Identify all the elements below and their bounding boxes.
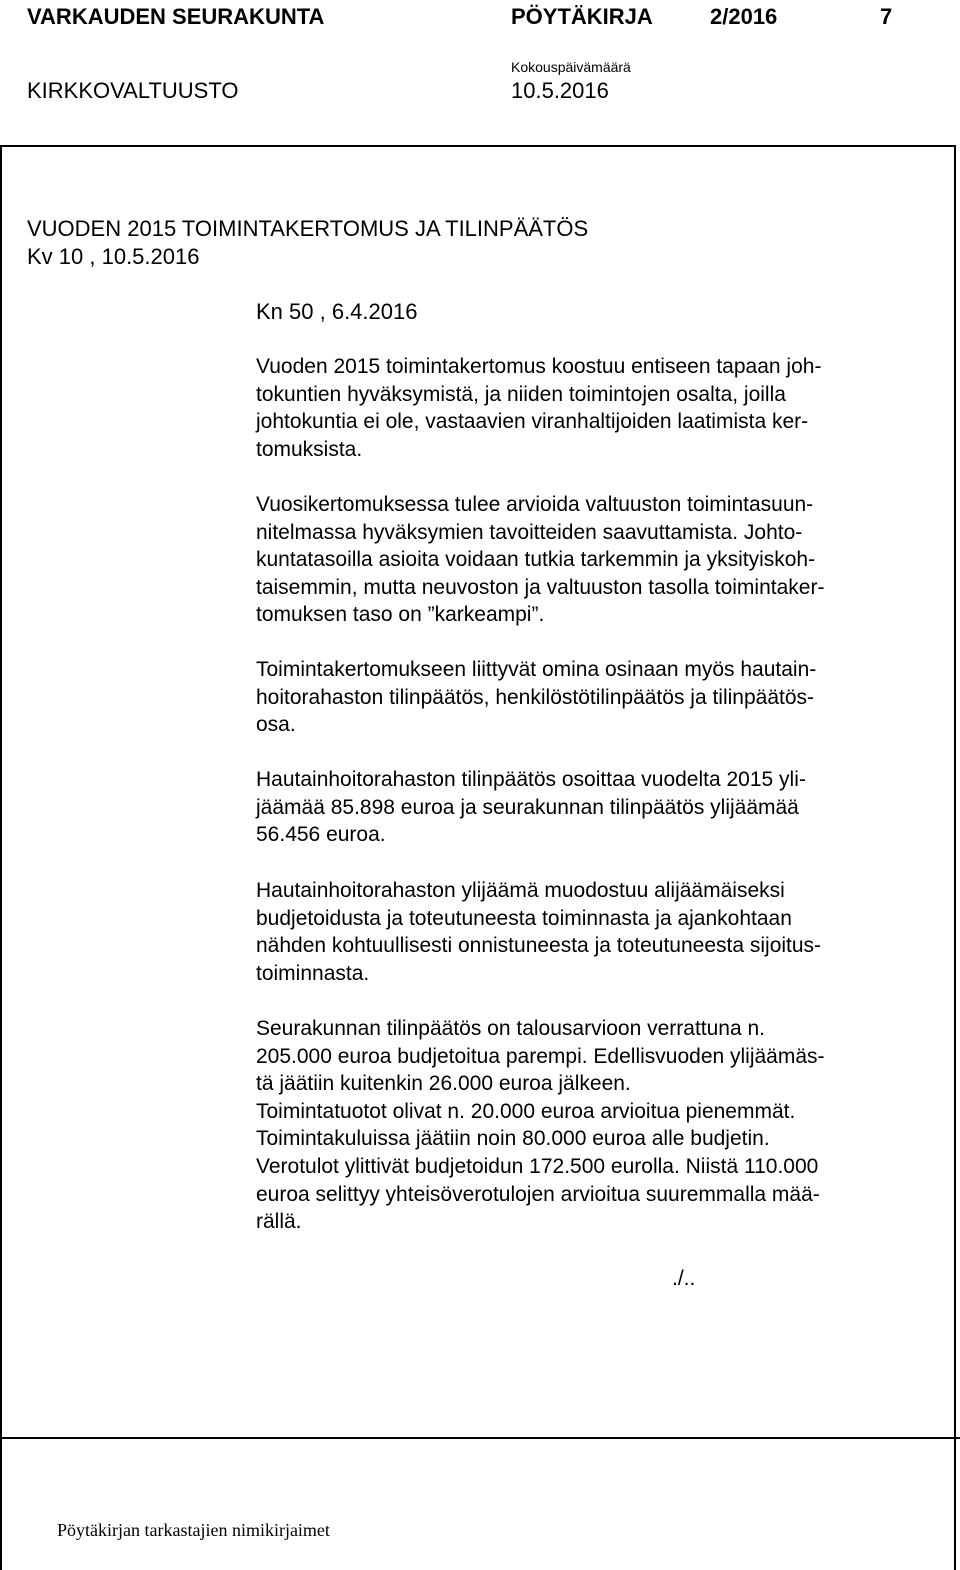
paragraph-2 — [256, 491, 906, 629]
document-number: 2/2016 — [710, 4, 778, 29]
kn-reference: Kn 50 , 6.4.2016 — [256, 299, 418, 324]
paragraph-line: euroa selittyy yhteisöverotulojen arvioitua suuremmalla mää- — [256, 1182, 820, 1206]
paragraph-line: Vuoden 2015 toimintakertomus koostuu entiseen tapaan joh- — [256, 355, 822, 378]
paragraph-line: Seurakunnan tilinpäätös on talousarvioon verrattuna n. — [256, 1017, 766, 1040]
paragraph-line: nitelmassa hyväksymien tavoitteiden saavuttamista. Johto- — [256, 520, 803, 544]
paragraph-line: Hautainhoitorahaston tilinpäätös osoittaa vuodelta 2015 yli- — [256, 768, 806, 791]
paragraph-line: osa. — [256, 713, 296, 737]
paragraph-4 — [256, 766, 906, 849]
kv-reference: Kv 10 , 10.5.2016 — [27, 244, 200, 269]
paragraph-line: Toimintatuotot olivat n. 20.000 euroa arvioitua pienemmät. — [256, 1099, 796, 1123]
paragraph-line: 205.000 euroa budjetoitua parempi. Edellisvuoden ylijäämäs- — [256, 1044, 825, 1068]
paragraph-line: budjetoidusta ja toteutuneesta toiminnasta ja ajankohtaan — [256, 906, 792, 930]
paragraph-6 — [256, 1015, 906, 1236]
paragraph-line: Toimintakuluissa jäätiin noin 80.000 euroa alle budjetin. — [256, 1127, 770, 1151]
organization-name: VARKAUDEN SEURAKUNTA — [27, 4, 325, 29]
document-type: PÖYTÄKIRJA — [511, 4, 653, 29]
signature-label: Pöytäkirjan tarkastajien nimikirjaimet — [57, 1520, 330, 1540]
section-title: VUODEN 2015 TOIMINTAKERTOMUS JA TILINPÄÄTÖS — [27, 216, 589, 241]
paragraph-line: kuntatasoilla asioita voidaan tutkia tarkemmin ja yksityiskoh- — [256, 548, 816, 572]
paragraph-1 — [256, 353, 906, 463]
paragraph-line: rällä. — [256, 1210, 302, 1234]
paragraph-line: jäämää 85.898 euroa ja seurakunnan tilinpäätös ylijäämää — [256, 795, 799, 819]
page-number: 7 — [880, 4, 893, 29]
paragraph-line: johtokuntia ei ole, vastaavien viranhaltijoiden laatimista ker- — [256, 410, 809, 434]
governing-body: KIRKKOVALTUUSTO — [27, 78, 239, 103]
paragraph-line: nähden kohtuullisesti onnistuneesta ja toteutuneesta sijoitus- — [256, 934, 822, 958]
paragraph-5 — [256, 877, 906, 987]
meeting-date: 10.5.2016 — [511, 78, 609, 103]
paragraph-line: Vuosikertomuksessa tulee arvioida valtuuston toimintasuun- — [256, 493, 814, 516]
paragraph-line: tokuntien hyväksymistä, ja niiden toimintojen osalta, joilla — [256, 382, 786, 406]
continuation-mark: ./.. — [672, 1267, 696, 1290]
paragraph-line: tä jäätiin kuitenkin 26.000 euroa jälkeen. — [256, 1072, 631, 1096]
paragraph-line: Toimintakertomukseen liittyvät omina osinaan myös hautain- — [256, 658, 817, 681]
paragraph-line: toiminnasta. — [256, 961, 370, 985]
paragraph-line: tomuksen taso on ”karkeampi”. — [256, 603, 545, 627]
paragraph-line: Hautainhoitorahaston ylijäämä muodostuu alijäämäiseksi — [256, 879, 785, 902]
paragraph-line: tomuksista. — [256, 437, 363, 461]
paragraph-line: 56.456 euroa. — [256, 823, 386, 847]
paragraph-line: taisemmin, mutta neuvoston ja valtuuston tasolla toimintaker- — [256, 575, 825, 599]
meeting-date-label: Kokouspäivämäärä — [511, 59, 631, 75]
paragraph-3 — [256, 656, 906, 739]
footer-divider — [0, 1437, 960, 1439]
paragraph-line: Verotulot ylittivät budjetoidun 172.500 eurolla. Niistä 110.000 — [256, 1154, 819, 1178]
paragraph-line: hoitorahaston tilinpäätös, henkilöstötilinpäätös ja tilinpäätös- — [256, 685, 815, 709]
